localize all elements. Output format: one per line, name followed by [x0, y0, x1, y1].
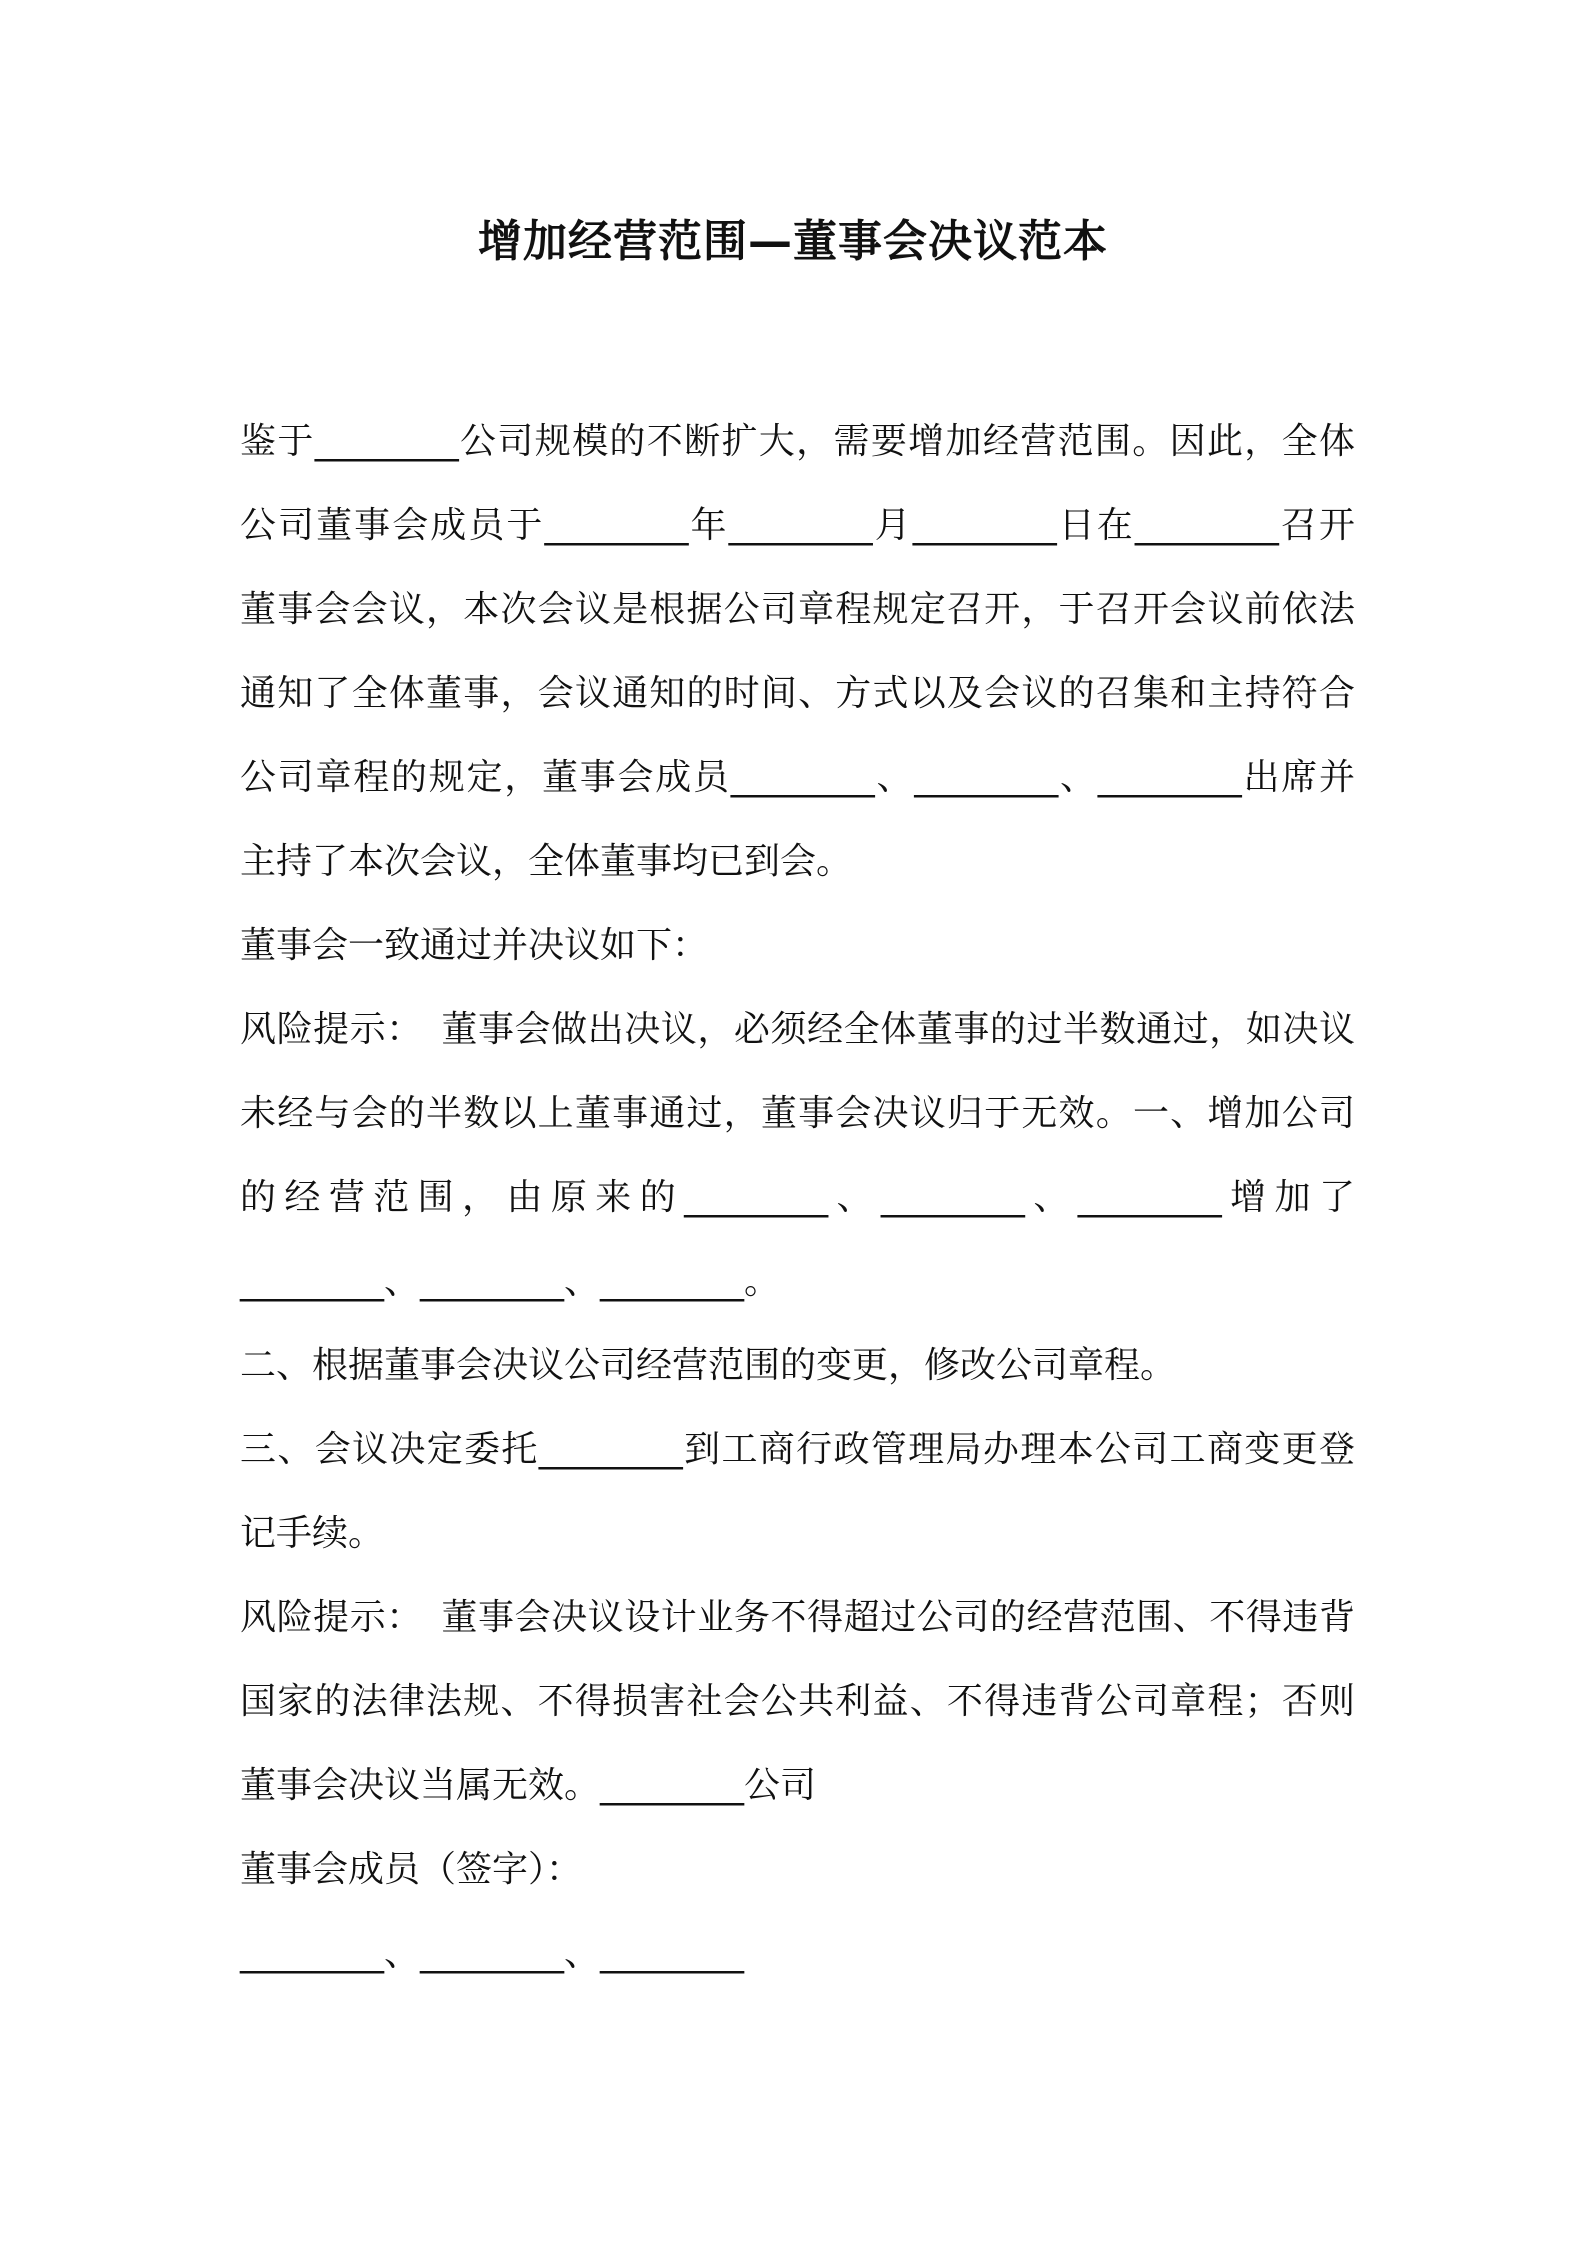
paragraph-signature-blanks: ________、________、________	[240, 1933, 744, 1974]
paragraph-item-3: 三、会议决定委托________到工商行政管理局办理本公司工商变更登记手续。	[240, 1429, 1355, 1554]
document-body	[240, 400, 1355, 1996]
paragraph-signature-label: 董事会成员（签字）：	[240, 1849, 583, 1890]
paragraph-preamble: 鉴于________公司规模的不断扩大，需要增加经营范围。因此，全体公司董事会成员于________年________月________日在________召开董事会会议，本次会议是根据公司章程规定召开，于召开会议前依法通知了全体董事，会议通知的时间、方式以及会议的召集和主持符合公司章程的规定，董事会成员________、________、________出席并主持了本次会议，全体董事均已到会。	[240, 421, 1355, 882]
paragraph-risk-notice-1: 风险提示： 董事会做出决议，必须经全体董事的过半数通过，如决议未经与会的半数以上董事通过，董事会决议归于无效。一、增加公司的经营范围，由原来的________、________、________增加了________、________、________。	[240, 1009, 1355, 1302]
paragraph-resolution-intro: 董事会一致通过并决议如下：	[240, 925, 709, 966]
paragraph-item-2: 二、根据董事会决议公司经营范围的变更，修改公司章程。	[240, 1345, 1177, 1386]
paragraph-risk-notice-2: 风险提示： 董事会决议设计业务不得超过公司的经营范围、不得违背国家的法律法规、不得损害社会公共利益、不得违背公司章程；否则董事会决议当属无效。________公司	[240, 1597, 1355, 1806]
document-title: 增加经营范围—董事会决议范本	[478, 216, 1108, 267]
